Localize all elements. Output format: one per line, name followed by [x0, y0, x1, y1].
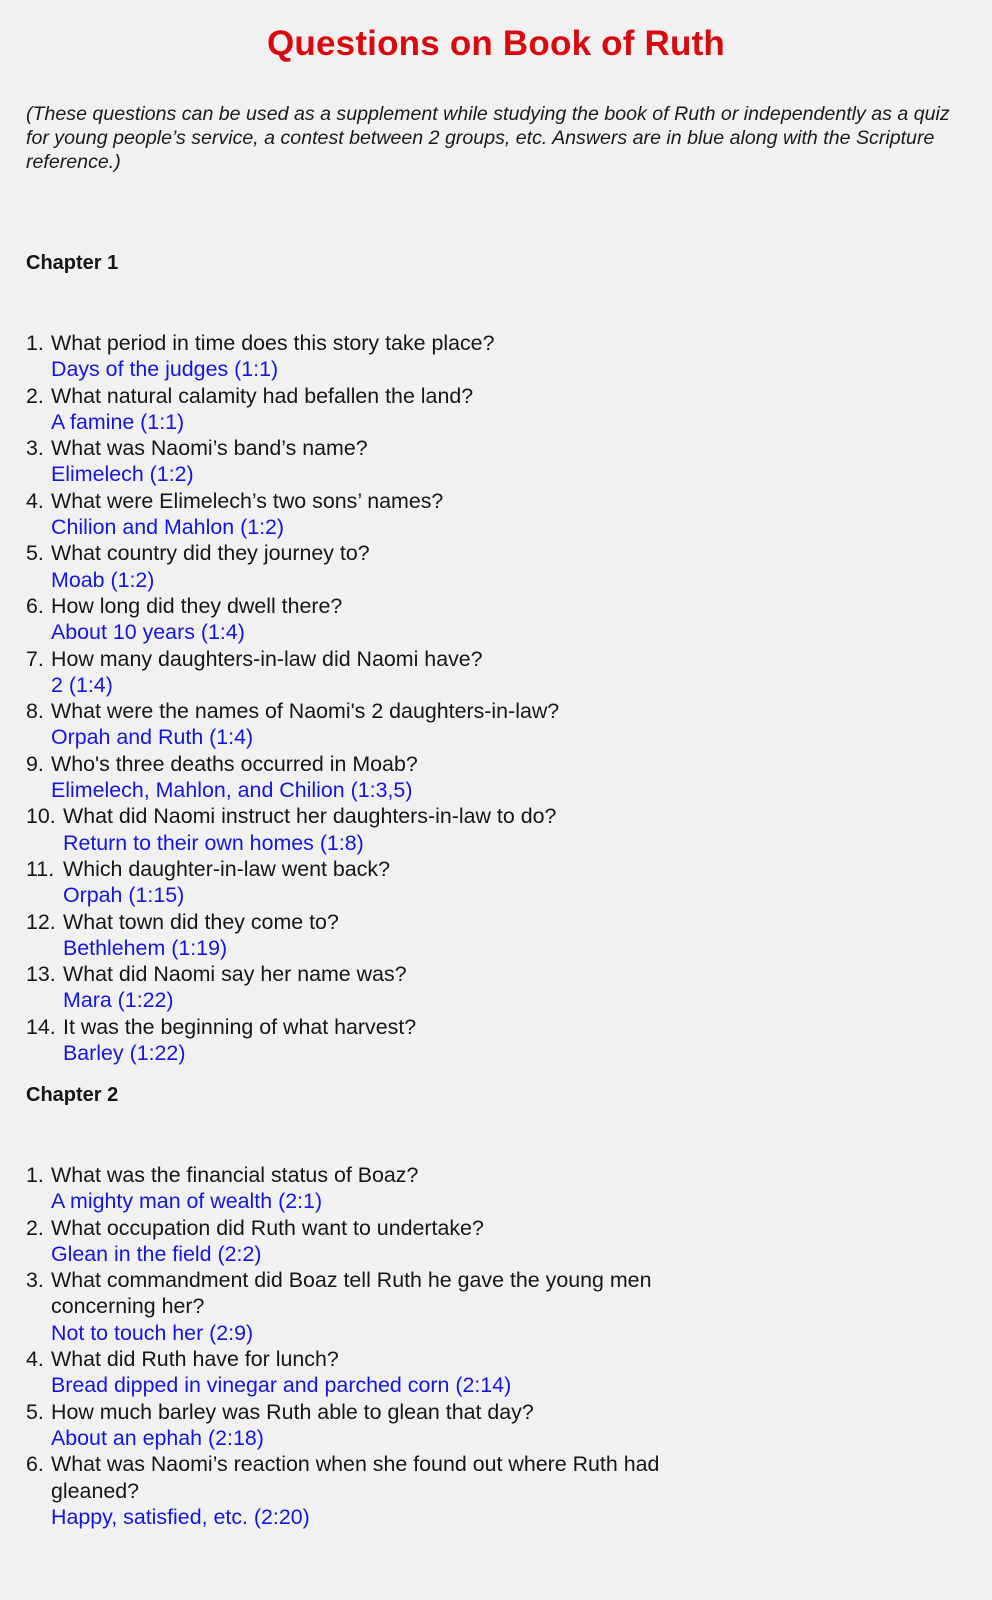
answer-text: Elimelech (1:2): [51, 462, 194, 487]
question-text: Who's three deaths occurred in Moab?: [51, 751, 418, 776]
question-item: [26, 1267, 726, 1346]
question-text: What was Naomi’s band’s name?: [51, 436, 368, 461]
answer-text: Barley (1:22): [63, 1041, 186, 1066]
answer-text: Glean in the field (2:2): [51, 1241, 262, 1266]
question-item: [26, 540, 746, 593]
question-item: [26, 751, 746, 804]
question-item: [26, 909, 746, 962]
question-text: What occupation did Ruth want to undertake?: [51, 1215, 484, 1240]
answer-text: About 10 years (1:4): [51, 620, 245, 645]
question-number: 6.: [26, 593, 44, 618]
question-item: [26, 1215, 726, 1268]
answer-text: About an ephah (2:18): [51, 1425, 264, 1450]
question-text: Which daughter-in-law went back?: [63, 856, 390, 881]
question-text: What did Naomi say her name was?: [63, 962, 407, 987]
question-text: What were Elimelech’s two sons’ names?: [51, 488, 444, 513]
answer-text: Orpah (1:15): [63, 883, 185, 908]
answer-text: A famine (1:1): [51, 409, 185, 434]
question-text: What was the financial status of Boaz?: [51, 1163, 419, 1187]
question-number: 13.: [26, 962, 56, 987]
answer-text: Days of the judges (1:1): [51, 357, 279, 382]
question-number: 12.: [26, 909, 56, 934]
question-text: What was Naomi’s reaction when she found out where Ruth had gleaned?: [51, 1452, 660, 1503]
answer-text: Bread dipped in vinegar and parched corn (2:14): [51, 1373, 512, 1398]
question-item: [26, 435, 746, 488]
question-number: 3.: [26, 1268, 44, 1293]
question-item: [26, 383, 746, 436]
question-text: How much barley was Ruth able to glean that day?: [51, 1399, 534, 1424]
answer-text: Happy, satisfied, etc. (2:20): [51, 1504, 310, 1529]
question-number: 1.: [26, 331, 44, 355]
answer-text: Bethlehem (1:19): [63, 935, 228, 960]
answer-text: Mara (1:22): [63, 988, 174, 1013]
question-number: 1.: [26, 1163, 44, 1187]
question-item: [26, 803, 746, 856]
question-text: What commandment did Boaz tell Ruth he gave the young men concerning her?: [51, 1268, 652, 1319]
question-text: What were the names of Naomi's 2 daughters-in-law?: [51, 699, 560, 724]
chapter-1-heading: Chapter 1: [26, 252, 119, 274]
question-number: 14.: [26, 1014, 56, 1039]
answer-text: Chilion and Mahlon (1:2): [51, 515, 285, 540]
answer-text: Moab (1:2): [51, 567, 155, 592]
page-title: Questions on Book of Ruth: [266, 24, 726, 63]
question-text: What did Naomi instruct her daughters-in-law to do?: [63, 804, 557, 829]
question-text: What did Ruth have for lunch?: [51, 1347, 339, 1372]
question-text: How long did they dwell there?: [51, 593, 343, 618]
question-number: 11.: [26, 856, 55, 881]
question-item: [26, 593, 746, 646]
question-number: 2.: [26, 1215, 44, 1240]
question-item: [26, 961, 746, 1014]
question-text: What town did they come to?: [63, 909, 339, 934]
question-number: 4.: [26, 488, 44, 513]
question-number: 2.: [26, 383, 44, 408]
chapter-1-question-list: [26, 330, 746, 1066]
question-item: [26, 1451, 726, 1530]
question-number: 7.: [26, 646, 44, 671]
question-number: 5.: [26, 541, 44, 566]
question-item: [26, 856, 746, 909]
question-item: [26, 1014, 746, 1067]
question-text: How many daughters-in-law did Naomi have?: [51, 646, 483, 671]
chapter-2-question-list: [26, 1162, 726, 1530]
question-text: It was the beginning of what harvest?: [63, 1014, 417, 1039]
answer-text: Not to touch her (2:9): [51, 1320, 254, 1345]
question-number: 6.: [26, 1452, 44, 1477]
chapter-2-heading: Chapter 2: [26, 1084, 119, 1106]
question-text: What period in time does this story take place?: [51, 331, 495, 355]
question-item: [26, 330, 746, 383]
answer-text: A mighty man of wealth (2:1): [51, 1189, 323, 1214]
answer-text: 2 (1:4): [51, 672, 113, 697]
question-item: [26, 1162, 726, 1215]
question-number: 9.: [26, 751, 44, 776]
question-text: What country did they journey to?: [51, 541, 370, 566]
answer-text: Return to their own homes (1:8): [63, 830, 364, 855]
intro-note: (These questions can be used as a supplement while studying the book of Ruth or independently as a quiz for young people’s service, a contest between 2 groups, etc. Answers are in blue along with the Scripture reference.): [26, 103, 950, 173]
question-number: 8.: [26, 699, 44, 724]
answer-text: Elimelech, Mahlon, and Chilion (1:3,5): [51, 778, 413, 803]
question-item: [26, 1399, 726, 1452]
question-text: What natural calamity had befallen the land?: [51, 383, 474, 408]
question-item: [26, 488, 746, 541]
question-number: 10.: [26, 804, 56, 829]
question-number: 5.: [26, 1399, 44, 1424]
answer-text: Orpah and Ruth (1:4): [51, 725, 254, 750]
question-item: [26, 698, 746, 751]
question-number: 3.: [26, 436, 44, 461]
question-item: [26, 1346, 726, 1399]
question-number: 4.: [26, 1347, 44, 1372]
question-item: [26, 646, 746, 699]
